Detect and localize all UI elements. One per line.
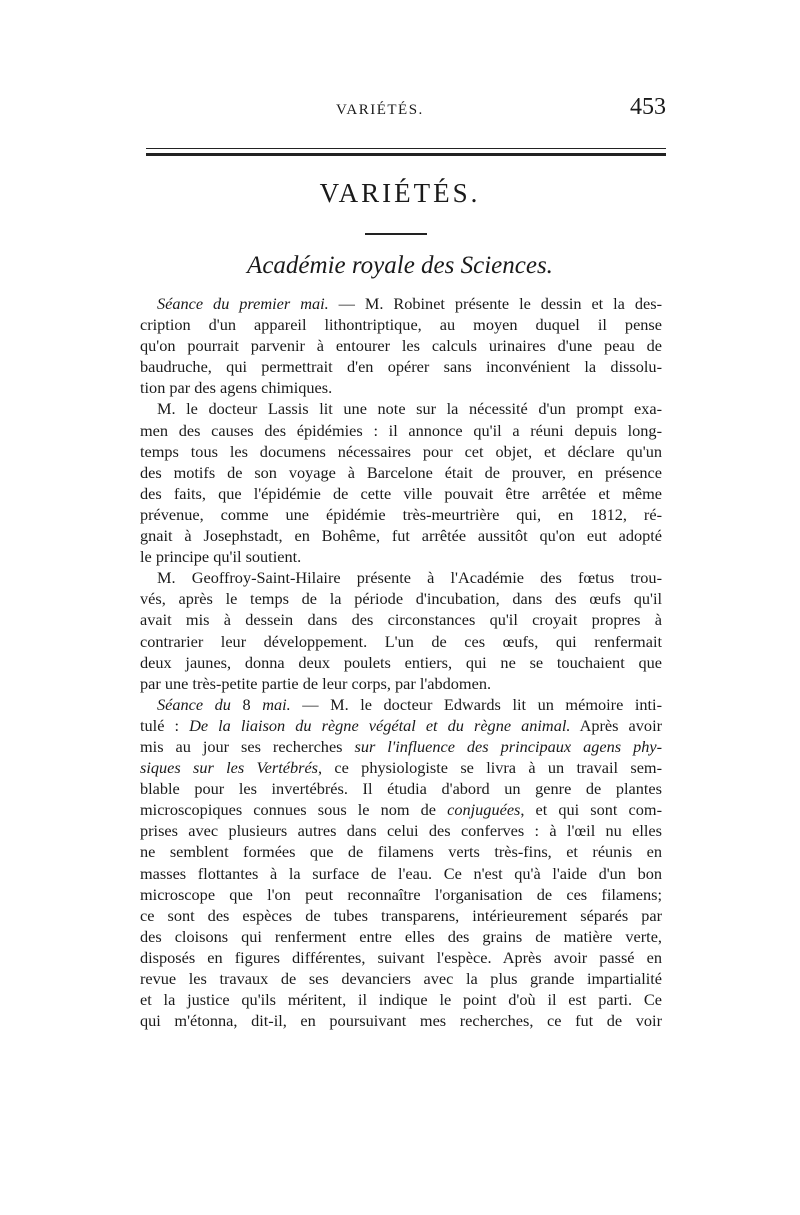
text-segment: et la justice qu'ils méritent, il indique le point d'où il est parti. Ce bbox=[140, 990, 662, 1010]
body-text bbox=[140, 293, 662, 1031]
text-line bbox=[140, 567, 662, 588]
text-segment: microscopiques connues sous le nom de bbox=[140, 800, 448, 820]
text-line bbox=[140, 673, 662, 694]
text-line bbox=[140, 609, 662, 630]
text-line bbox=[140, 441, 662, 462]
text-segment: prises avec plusieurs autres dans celui des conferves : à l'œil nu elles bbox=[140, 821, 662, 841]
text-segment: — M. le docteur Edwards lit un mémoire inti- bbox=[290, 694, 662, 714]
text-segment: blable pour les invertébrés. Il étudia d'abord un genre de plantes bbox=[140, 779, 662, 799]
text-segment: ce sont des espèces de tubes transparens, intérieurement séparés par bbox=[140, 905, 662, 925]
text-segment: deux jaunes, donna deux poulets entiers, qui ne se touchaient que bbox=[140, 652, 662, 672]
text-line bbox=[140, 968, 662, 989]
text-segment: mis au jour ses recherches bbox=[140, 736, 355, 756]
section-title: VARIÉTÉS. bbox=[319, 178, 481, 208]
text-line bbox=[140, 926, 662, 947]
text-segment: 8 bbox=[230, 694, 263, 714]
text-segment: prévenue, comme une épidémie très-meurtrière qui, en 1812, ré- bbox=[140, 504, 662, 524]
text-line bbox=[140, 420, 662, 441]
text-segment: — M. Robinet présente le dessin et la des- bbox=[328, 294, 662, 313]
text-segment: ne semblent formées que de filamens verts très-fins, et réunis en bbox=[140, 842, 662, 862]
text-line bbox=[140, 863, 662, 884]
page-number: 453 bbox=[630, 94, 666, 120]
text-segment: men des causes des épidémies : il annonce qu'il a réuni depuis long- bbox=[140, 420, 662, 440]
italic-segment: De la liaison du règne végétal et du règne animal. bbox=[189, 715, 571, 735]
text-line bbox=[140, 631, 662, 652]
text-line bbox=[140, 483, 662, 504]
text-segment: temps tous les documens nécessaires pour cet objet, et déclare qu'un bbox=[140, 441, 662, 461]
text-line bbox=[140, 694, 662, 715]
text-segment: qu'on pourrait parvenir à entourer les calculs urinaires d'une peau de bbox=[140, 336, 662, 356]
running-title: VARIÉTÉS. bbox=[336, 102, 424, 118]
text-line bbox=[140, 398, 662, 419]
text-segment: contrarier leur développement. L'un de ces œufs, qui renfermait bbox=[140, 631, 662, 651]
text-line bbox=[140, 736, 662, 757]
text-line bbox=[140, 377, 662, 398]
text-line bbox=[140, 525, 662, 546]
running-head bbox=[146, 94, 666, 130]
text-segment: le principe qu'il soutient. bbox=[140, 547, 302, 567]
text-segment: gnait à Josephstadt, en Bohême, fut arrêtée aussitôt qu'on eut adopté bbox=[140, 526, 662, 546]
text-line bbox=[140, 588, 662, 609]
text-segment: baudruche, qui permettrait d'en opérer sans inconvénient la dissolu- bbox=[140, 357, 662, 377]
text-segment: tulé : bbox=[140, 715, 190, 735]
italic-segment: sur l'influence des principaux agens phy- bbox=[354, 736, 662, 756]
text-line bbox=[140, 652, 662, 673]
text-segment: disposés en figures différentes, suivant l'espèce. Après avoir passé en bbox=[140, 947, 662, 967]
text-line bbox=[140, 757, 662, 778]
text-line bbox=[140, 504, 662, 525]
text-line bbox=[140, 799, 662, 820]
text-segment: qui m'étonna, dit-il, en poursuivant mes recherches, ce fut de voir bbox=[140, 1011, 662, 1031]
italic-segment: siques sur les Vertébrés bbox=[140, 758, 319, 778]
title-divider bbox=[365, 233, 427, 235]
text-line bbox=[140, 947, 662, 968]
text-line bbox=[140, 884, 662, 905]
text-segment: , ce physiologiste se livra à un travail sem- bbox=[318, 758, 663, 778]
text-line bbox=[140, 715, 662, 736]
italic-segment: conjuguées bbox=[447, 800, 521, 820]
text-segment: masses flottantes à la surface de l'eau. Ce n'est qu'à l'aide d'un bon bbox=[140, 863, 662, 883]
italic-segment: Séance du premier mai. bbox=[157, 294, 329, 313]
text-segment: microscope que l'on peut reconnaître l'organisation de ces filamens; bbox=[140, 884, 662, 904]
text-segment: M. Geoffroy-Saint-Hilaire présente à l'Académie des fœtus trou- bbox=[157, 568, 662, 588]
text-segment: des motifs de son voyage à Barcelone était de prouver, en présence bbox=[140, 462, 662, 482]
text-segment: des cloisons qui renferment entre elles des grains de matière verte, bbox=[140, 926, 662, 946]
text-segment: vés, après le temps de la période d'incubation, dans des œufs qu'il bbox=[140, 589, 662, 609]
text-line bbox=[140, 335, 662, 356]
text-line bbox=[140, 314, 662, 335]
text-segment: M. le docteur Lassis lit une note sur la nécessité d'un prompt exa- bbox=[157, 399, 662, 419]
text-line bbox=[140, 778, 662, 799]
text-line bbox=[140, 841, 662, 862]
text-line bbox=[140, 1010, 662, 1031]
subtitle: Académie royale des Sciences. bbox=[247, 252, 553, 279]
text-line bbox=[140, 293, 662, 314]
text-segment: avait mis à dessein dans des circonstances qu'il croyait propres à bbox=[140, 610, 662, 630]
text-line bbox=[140, 820, 662, 841]
italic-segment: Séance du bbox=[157, 694, 231, 714]
text-line bbox=[140, 989, 662, 1010]
text-line bbox=[140, 356, 662, 377]
text-segment: cription d'un appareil lithontriptique, au moyen duquel il pense bbox=[140, 315, 662, 335]
text-line bbox=[140, 546, 662, 567]
text-line bbox=[140, 462, 662, 483]
text-line bbox=[140, 905, 662, 926]
text-segment: revue les travaux de ses devanciers avec la plus grande impartialité bbox=[140, 969, 662, 988]
text-segment: Après avoir bbox=[570, 715, 663, 735]
italic-segment: mai. bbox=[262, 694, 291, 714]
text-segment: des faits, que l'épidémie de cette ville pouvait être arrêtée et même bbox=[140, 483, 662, 503]
header-double-rule bbox=[146, 148, 666, 156]
text-segment: tion par des agens chimiques. bbox=[140, 378, 333, 398]
text-segment: , et qui sont com- bbox=[520, 800, 662, 820]
text-segment: par une très-petite partie de leur corps, par l'abdomen. bbox=[140, 673, 492, 693]
